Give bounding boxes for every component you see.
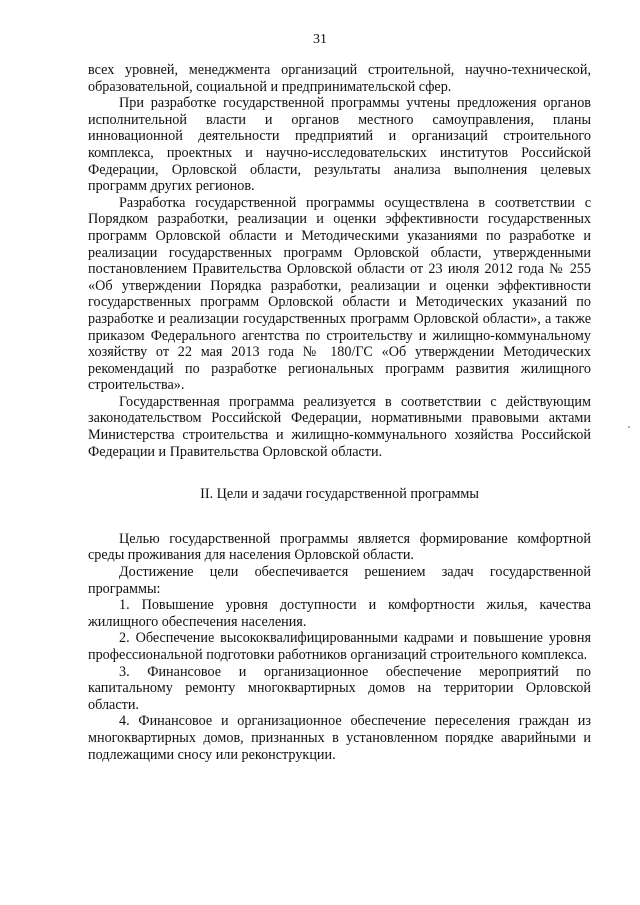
- paragraph-goal: Целью государственной программы является формирование комфортной среды проживания для населения Орловской области.: [88, 530, 591, 564]
- scan-speck: [628, 426, 630, 428]
- task-item-2: 2. Обеспечение высококвалифицированными кадрами и повышение уровня профессиональной подготовки работников организаций строительного комплекса.: [88, 630, 591, 663]
- document-body: [88, 62, 591, 763]
- task-item-3: 3. Финансовое и организационное обеспечение мероприятий по капитальному ремонту многоквартирных домов на территории Орловской области.: [88, 663, 591, 713]
- paragraph-program-compliance: Разработка государственной программы осуществлена в соответствии с Порядком разработки, реализации и оценки эффективности государственных программ Орловской области и Методическими указаниями по разработке и реализации государственных программ Орловской области, утвержденными постановлением Правительства Орловской области от 23 июля 2012 года № 255 «Об утверждении Порядка разработки, реализации и оценки эффективности государственных программ Орловской области и Методических указаний по разработке и реализации государственных программ Орловской области», а также приказом Федерального агентства по строительству и жилищно-коммунальному хозяйству от 22 мая 2013 года № 180/ГС «Об утверждении Методических рекомендаций по разработке региональных программ развития жилищного строительства».: [88, 194, 591, 394]
- paragraph-program-development: При разработке государственной программы учтены предложения органов исполнительной власти и органов местного самоуправления, планы инновационной деятельности предприятий и организаций строительного комплекса, проектных и научно-исследовательских институтов Российской Федерации, Орловской области, результаты анализа выполнения целевых программ других регионов.: [88, 95, 591, 195]
- paragraph-continuation: всех уровней, менеджмента организаций строительной, научно-технической, образовательной, социальной и предпринимательской сфер.: [88, 62, 591, 95]
- section-heading: II. Цели и задачи государственной программы: [200, 486, 479, 503]
- paragraph-program-implementation: Государственная программа реализуется в соответствии с действующим законодательством Российской Федерации, нормативными правовыми актами Министерства строительства и жилищно-коммунального хозяйства Российской Федерации и Правительства Орловской области.: [88, 393, 591, 460]
- task-item-4: 4. Финансовое и организационное обеспечение переселения граждан из многоквартирных домов, признанных в установленном порядке аварийными и подлежащими сносу или реконструкции.: [88, 713, 591, 763]
- task-item-1: 1. Повышение уровня доступности и комфортности жилья, качества жилищного обеспечения населения.: [88, 597, 591, 630]
- paragraph-tasks-intro: Достижение цели обеспечивается решением задач государственной программы:: [88, 564, 591, 597]
- page-number: 31: [313, 32, 327, 47]
